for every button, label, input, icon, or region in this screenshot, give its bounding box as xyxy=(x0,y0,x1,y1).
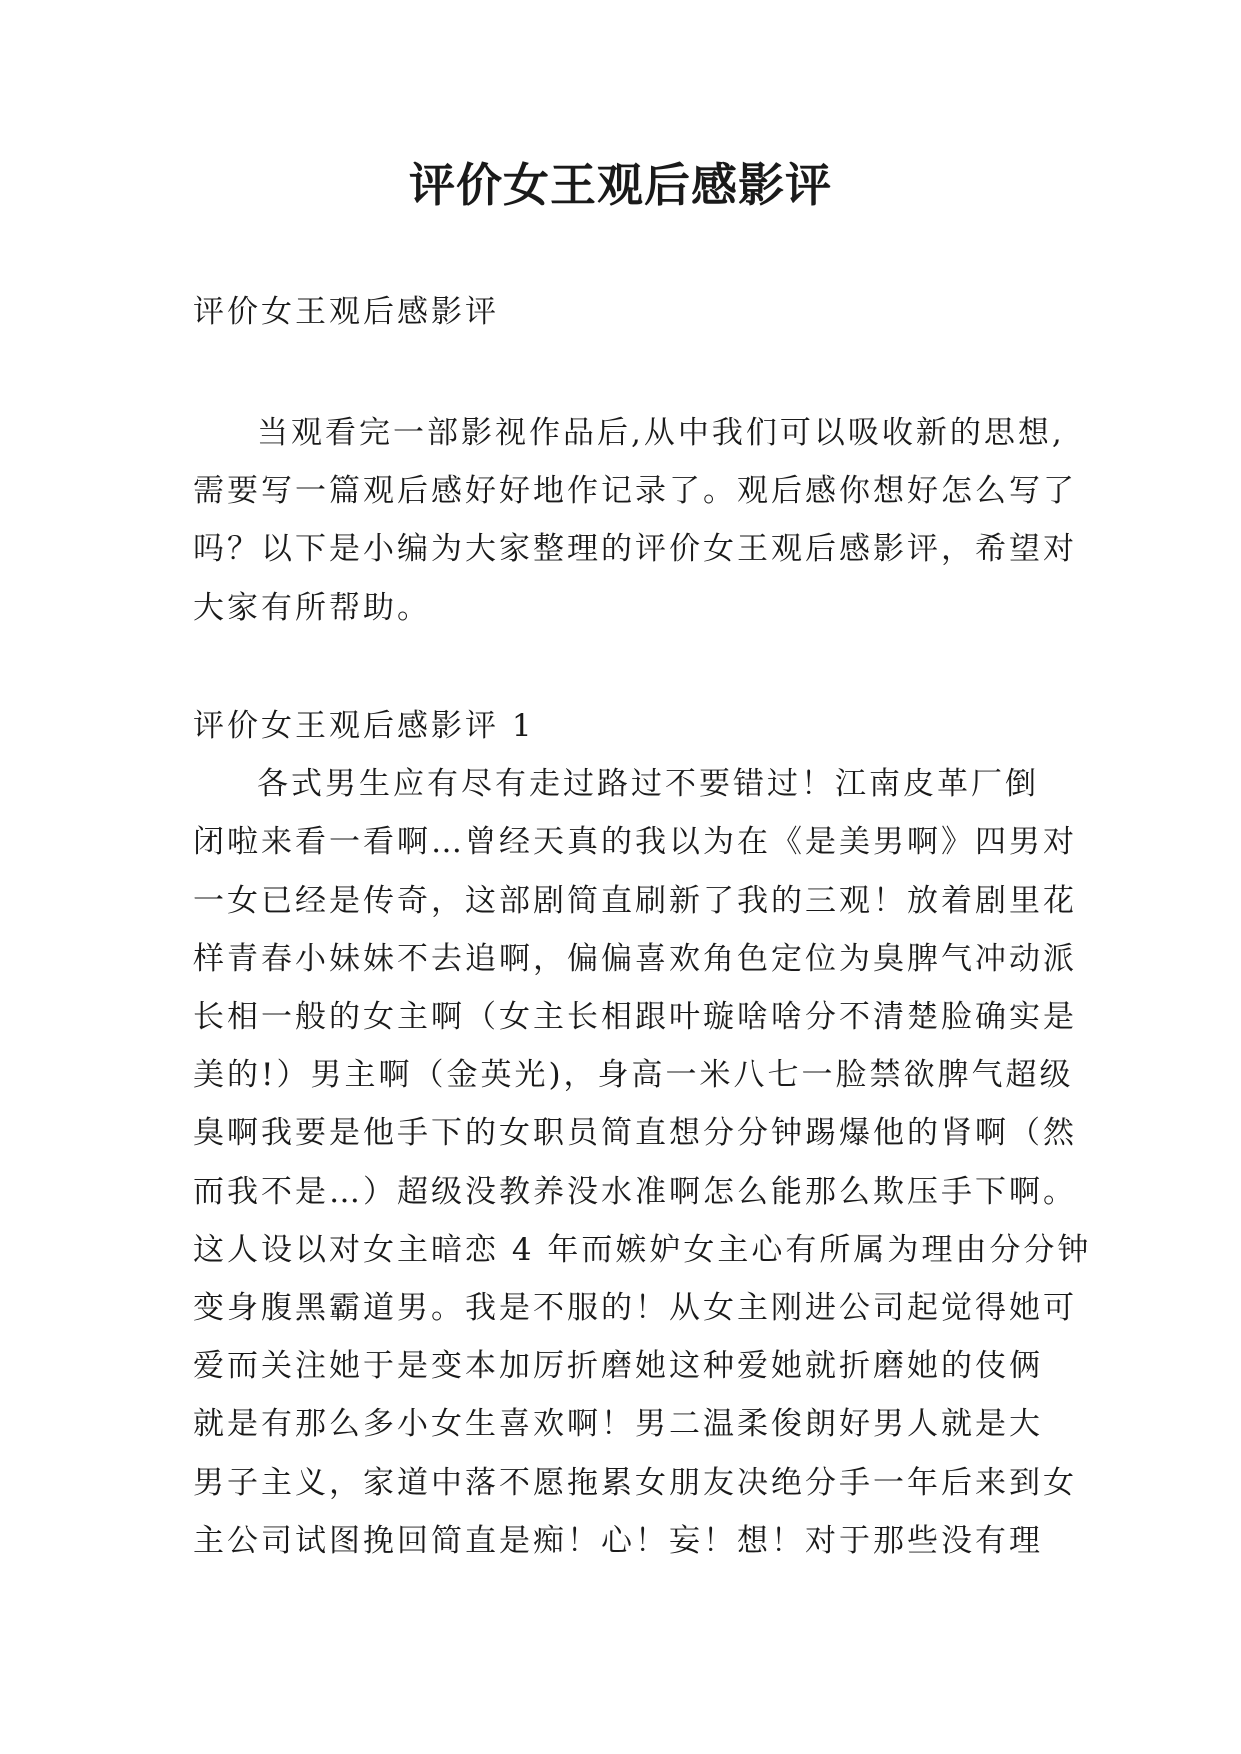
section-line: 长相一般的女主啊（女主长相跟叶璇啥啥分不清楚脸确实是 xyxy=(193,999,1077,1036)
intro-line: 大家有所帮助。 xyxy=(193,589,431,626)
section-line: 美的!）男主啊（金英光)，身高一米八七一脸禁欲脾气超级 xyxy=(193,1057,1074,1094)
section-line: 男子主义，家道中落不愿拖累女朋友决绝分手一年后来到女 xyxy=(193,1464,1077,1501)
section-line: 主公司试图挽回简直是痴！心！妄！想！对于那些没有理 xyxy=(193,1522,1043,1559)
section-line: 闭啦来看一看啊…曾经天真的我以为在《是美男啊》四男对 xyxy=(193,824,1077,861)
section-1 xyxy=(193,697,1092,1570)
section-line: 各式男生应有尽有走过路过不要错过！江南皮革厂倒 xyxy=(257,766,1039,803)
section-line: 臭啊我要是他手下的女职员简直想分分钟踢爆他的肾啊（然 xyxy=(193,1115,1077,1152)
section-line: 就是有那么多小女生喜欢啊！男二温柔俊朗好男人就是大 xyxy=(193,1406,1043,1443)
intro-line: 吗？以下是小编为大家整理的评价女王观后感影评，希望对 xyxy=(193,531,1077,568)
section-line: 样青春小妹妹不去追啊，偏偏喜欢角色定位为臭脾气冲动派 xyxy=(193,940,1077,977)
section-line: 一女已经是传奇，这部剧简直刷新了我的三观！放着剧里花 xyxy=(193,882,1077,919)
document-subtitle: 评价女王观后感影评 xyxy=(193,294,499,330)
intro-paragraph xyxy=(193,404,1077,637)
section-line: 爱而关注她于是变本加厉折磨她这种爱她就折磨她的伎俩 xyxy=(193,1348,1043,1385)
intro-line: 当观看完一部影视作品后,从中我们可以吸收新的思想, xyxy=(257,415,1065,451)
section-line: 而我不是…）超级没教养没水准啊怎么能那么欺压手下啊。 xyxy=(193,1173,1077,1210)
section-heading: 评价女王观后感影评 1 xyxy=(193,708,535,744)
section-line: 变身腹黑霸道男。我是不服的！从女主刚进公司起觉得她可 xyxy=(193,1290,1077,1327)
section-line: 这人设以对女主暗恋 4 年而嫉妒女主心有所属为理由分分钟 xyxy=(193,1231,1092,1268)
intro-line: 需要写一篇观后感好好地作记录了。观后感你想好怎么写了 xyxy=(193,473,1077,510)
document-title: 评价女王观后感影评 xyxy=(409,158,832,212)
